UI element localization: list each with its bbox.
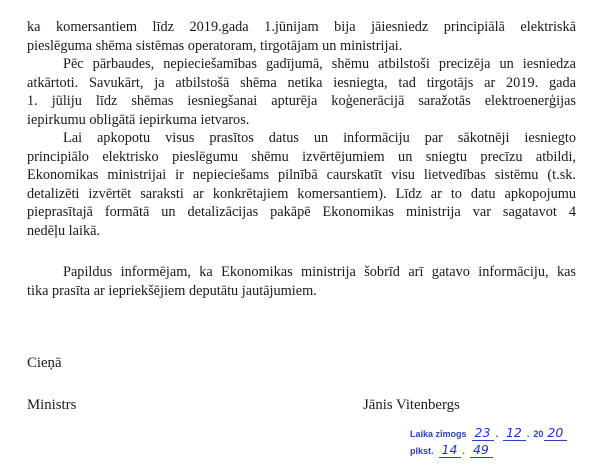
text-line: pieslēguma shēma sistēmas operatoram, tirgotājam un ministrijai. (27, 37, 403, 54)
stamp-label: Laika zīmogs (410, 429, 467, 439)
closing-salutation: Cieņā (27, 355, 62, 371)
signer-role: Ministrs (27, 397, 77, 413)
stamp-separator: . (495, 429, 498, 439)
paragraph (27, 18, 576, 55)
letter-body (27, 18, 576, 300)
text-line: Lai apkopotu visus prasītos datus un informāciju par sākotnēji iesniegto (63, 130, 576, 146)
paragraph (27, 129, 576, 240)
stamp-day-handwritten: 23 (472, 425, 495, 441)
text-line: ka komersantiem līdz 2019.gada 1.jūnijam bija jāiesniedz principiālā elektriskā (27, 19, 576, 35)
text-line: iepirkumu obligātā iepirkuma ietvaros. (27, 111, 250, 128)
text-line: Pēc pārbaudes, nepieciešamības gadījumā, shēmu atbilstoši precizēja un iesniedza (63, 56, 576, 72)
paragraph (27, 263, 576, 300)
text-line: Ekonomikas ministrijai ir nepieciešams pilnībā caurskatīt visu lietvedības sistēmu (t.sk. (27, 167, 576, 183)
stamp-month-handwritten: 12 (503, 425, 526, 441)
text-line: pieprasītajā formātā un detalizācijas pakāpē Ekonomikas ministrija var sagatavot 4 (27, 204, 576, 220)
time-stamp (410, 425, 568, 459)
stamp-year-handwritten: 20 (544, 425, 567, 441)
stamp-time-label: plkst. (410, 446, 434, 456)
paragraph (27, 55, 576, 129)
text-line: tika prasīta ar iepriekšējiem deputātu jautājumiem. (27, 282, 317, 299)
stamp-minute-handwritten: 49 (470, 442, 493, 458)
stamp-time-line (410, 442, 568, 459)
stamp-date-line (410, 425, 568, 442)
text-line: nedēļu laikā. (27, 222, 101, 239)
text-line: 1. jūliju līdz shēmas iesniegšanai apturēja koģenerācijā saražotās elektroenerģijas (27, 93, 576, 109)
text-line: Papildus informējam, ka Ekonomikas ministrija šobrīd arī gatavo informāciju, kas (63, 264, 576, 280)
stamp-year-prefix: 20 (533, 429, 544, 439)
stamp-hour-handwritten: 14 (439, 442, 462, 458)
signer-name: Jānis Vitenbergs (363, 397, 460, 413)
stamp-separator: . (462, 446, 465, 456)
text-line: detalizēti izvērtēt saraksti ar konkrētajiem komersantiem). Līdz ar to datu apkopojumu (27, 185, 576, 202)
text-line: atkārtoti. Savukārt, ja atbilstošā shēma netika iesniegta, tad tirgotājs ar 2019. gada (27, 74, 576, 91)
text-line: principiālo elektrisko pieslēgumu shēmu izvērtējumiem un sniegtu precīzu atbildi, (27, 148, 576, 165)
stamp-separator: . (526, 429, 530, 439)
